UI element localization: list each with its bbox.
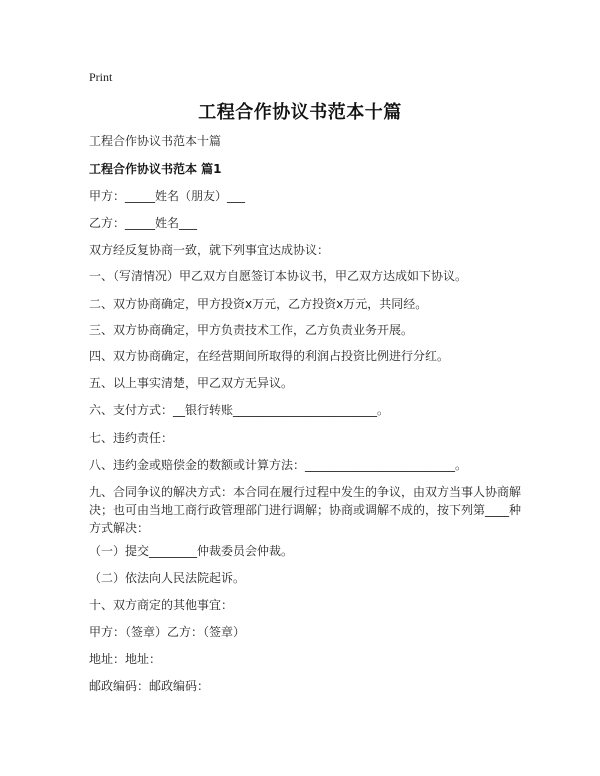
intro-line: 双方经反复协商一致，就下列事宜达成协议： bbox=[89, 243, 330, 257]
clause-3: 三、双方协商确定，甲方负责技术工作，乙方负责业务开展。 bbox=[89, 323, 414, 337]
party-b-line: 乙方：_____姓名___ bbox=[89, 216, 198, 230]
party-a-line: 甲方：_____姓名（朋友）___ bbox=[89, 189, 246, 203]
option-2: （二）依法向人民法院起诉。 bbox=[89, 571, 246, 585]
address-line: 地址：地址： bbox=[89, 652, 162, 666]
signature-line: 甲方：（签章）乙方：（签章） bbox=[89, 625, 246, 639]
subtitle-line: 工程合作协议书范本十篇 bbox=[89, 134, 222, 148]
postcode-line: 邮政编码：邮政编码： bbox=[89, 679, 210, 693]
clause-2: 二、双方协商确定，甲方投资x万元，乙方投资x万元，共同经。 bbox=[89, 297, 428, 311]
clause-4: 四、双方协商确定，在经营期间所取得的利润占投资比例进行分红。 bbox=[89, 349, 450, 363]
option-1: （一）提交________仲裁委员会仲裁。 bbox=[89, 544, 294, 558]
clause-9: 九、合同争议的解决方式：本合同在履行过程中发生的争议，由双方当事人协商解决；也可由当地工商行政管理部门进行调解；协商或调解不成的，按下列第____种方式解决： bbox=[89, 485, 522, 535]
clause-1: 一、（写清情况）甲乙双方自愿签订本协议书，甲乙双方达成如下协议。 bbox=[89, 269, 468, 283]
print-link[interactable]: Print bbox=[89, 70, 113, 84]
section-heading: 工程合作协议书范本 篇1 bbox=[89, 162, 222, 176]
document-title: 工程合作协议书范本十篇 bbox=[198, 102, 402, 123]
clause-7: 七、违约责任： bbox=[89, 431, 174, 445]
clause-5: 五、以上事实清楚，甲乙双方无异议。 bbox=[89, 376, 294, 390]
clause-10: 十、双方商定的其他事宜： bbox=[89, 598, 234, 612]
clause-8: 八、违约金或赔偿金的数额或计算方法：_________________________。 bbox=[89, 458, 468, 472]
clause-6: 六、支付方式：__银行转账________________________。 bbox=[89, 403, 390, 417]
